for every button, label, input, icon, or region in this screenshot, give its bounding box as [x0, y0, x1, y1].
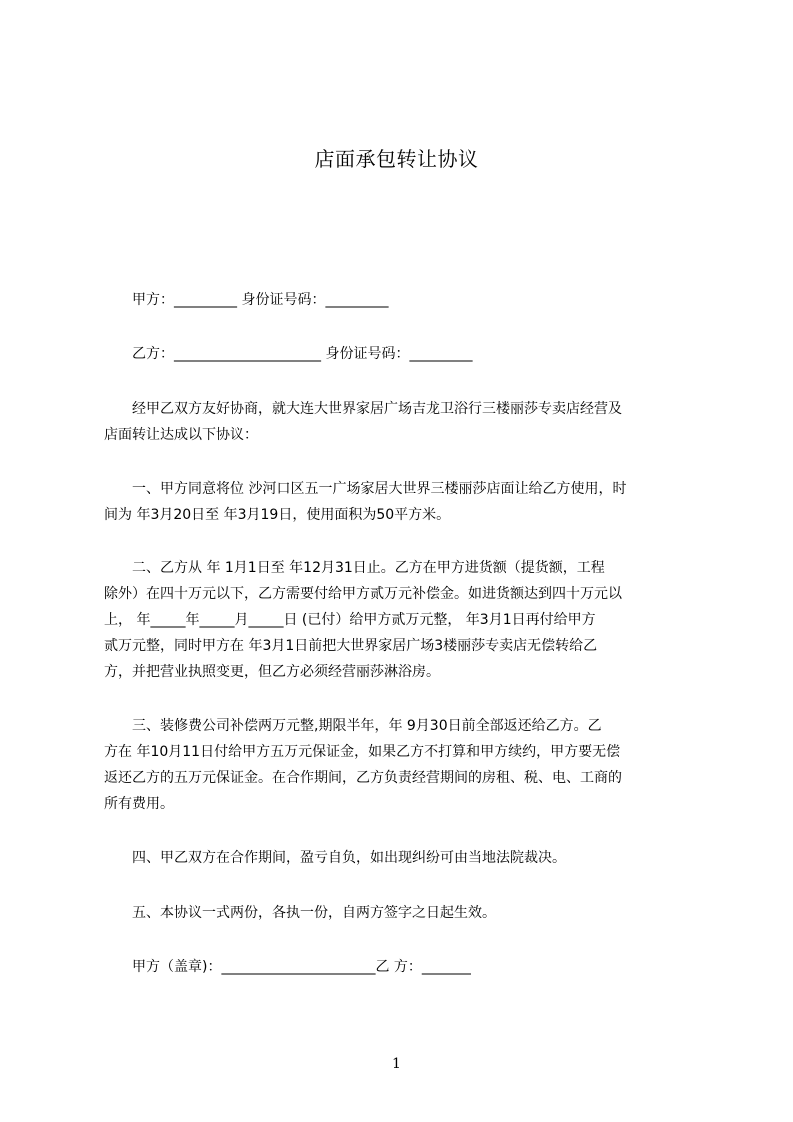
clause-3-line-1: 三、装修费公司补偿两万元整,期限半年，年 9月30日前全部返还给乙方。乙 — [104, 718, 602, 734]
clause-5-line: 五、本协议一式两份，各执一份，自两方签字之日起生效。 — [104, 905, 496, 921]
clause-4-line: 四、甲乙双方在合作期间，盈亏自负，如出现纠纷可由当地法院裁决。 — [104, 850, 566, 866]
document-title: 店面承包转让协议 — [314, 147, 479, 171]
clause-2-line-2: 除外）在四十万元以下，乙方需要付给甲方贰万元补偿金。如进货额达到四十万元以 — [104, 586, 622, 602]
party-b-line: 乙方：_____________________ 身份证号码：_________ — [104, 346, 473, 362]
page-number: 1 — [392, 1056, 401, 1072]
clause-1-line-1: 一、甲方同意将位 沙河口区五一广场家居大世界三楼丽莎店面让给乙方使用，时 — [104, 481, 627, 497]
clause-3-line-4: 所有费用。 — [104, 796, 174, 812]
intro-line-1: 经甲乙双方友好协商，就大连大世界家居广场吉龙卫浴行三楼丽莎专卖店经营及 — [104, 401, 622, 417]
clause-2-line-1: 二、乙方从 年 1月1日至 年12月31日止。乙方在甲方进货额（提货额，工程 — [104, 560, 605, 576]
intro-line-2: 店面转让达成以下协议： — [104, 427, 258, 443]
clause-3-line-2: 方在 年10月11日付给甲方五万元保证金，如果乙方不打算和甲方续约，甲方要无偿 — [104, 744, 621, 760]
clause-2-line-5: 方，并把营业执照变更，但乙方必须经营丽莎淋浴房。 — [104, 664, 440, 680]
clause-2-line-3: 上， 年_____年_____月_____日 (已付）给甲方贰万元整， 年3月1日再付给甲方 — [104, 612, 596, 628]
signature-line: 甲方（盖章)：______________________乙 方：_______ — [104, 959, 471, 975]
clause-2-line-4: 贰万元整，同时甲方在 年3月1日前把大世界家居广场3楼丽莎专卖店无偿转给乙 — [104, 638, 598, 654]
clause-3-line-3: 返还乙方的五万元保证金。在合作期间，乙方负责经营期间的房租、税、电、工商的 — [104, 770, 622, 786]
party-a-line: 甲方：_________ 身份证号码：_________ — [104, 292, 389, 308]
clause-1-line-2: 间为 年3月20日至 年3月19日，使用面积为50平方米。 — [104, 507, 451, 523]
